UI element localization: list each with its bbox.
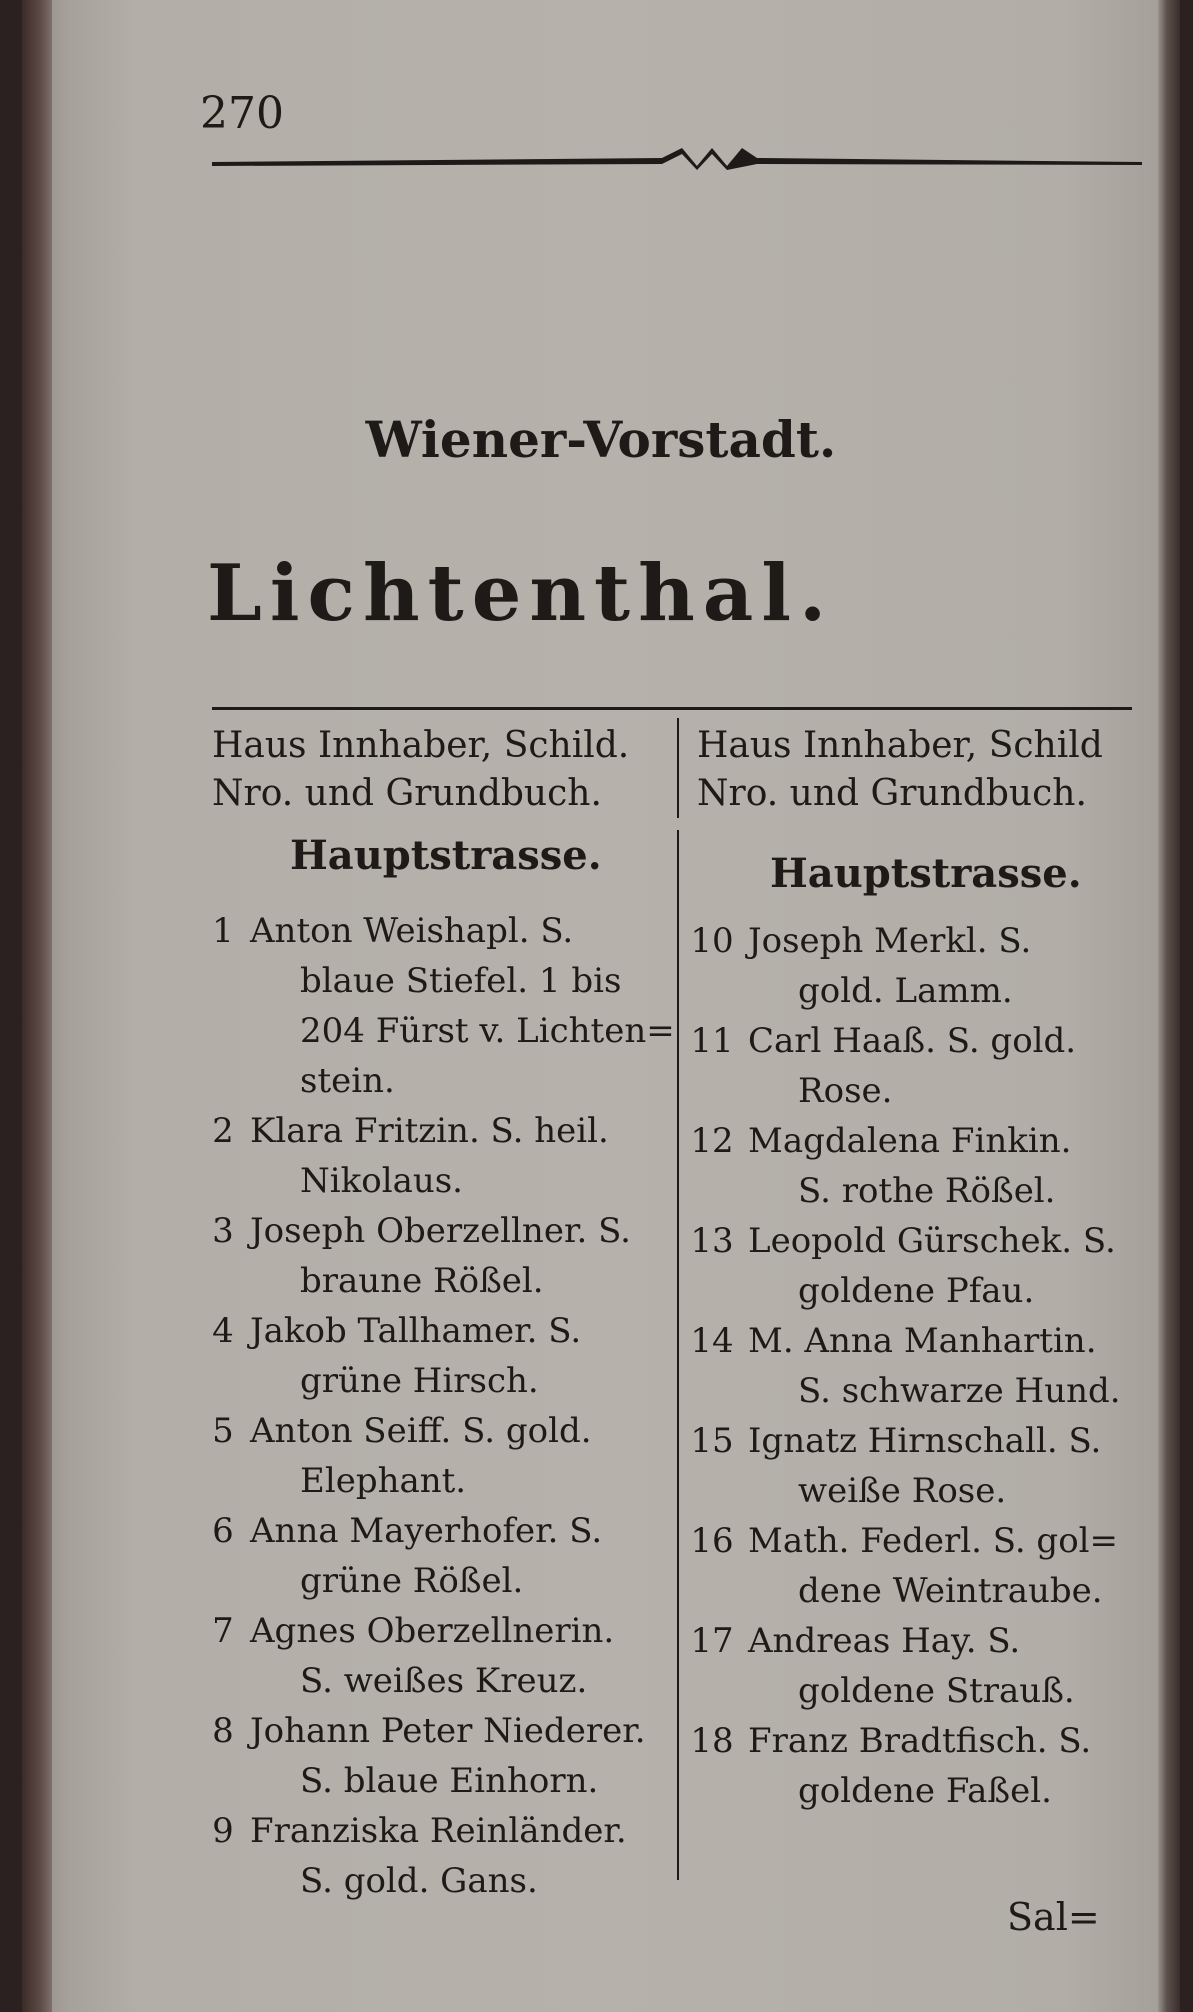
list-item	[684, 1716, 1154, 1816]
entry-text	[748, 1516, 1118, 1616]
house-number: 12	[690, 1121, 734, 1161]
entry-line: S. blaue Einhorn.	[300, 1761, 599, 1801]
entry-text	[748, 1016, 1076, 1116]
entry-line: Franz Bradtfisch. S.	[748, 1721, 1092, 1761]
entry-line: Leopold Gürschek. S.	[748, 1221, 1116, 1261]
entry-line: M. Anna Manhartin.	[748, 1321, 1097, 1361]
column-divider	[677, 830, 679, 1880]
entry-text	[748, 1116, 1071, 1216]
entry-text	[250, 1606, 614, 1706]
entry-line: S. rothe Rößel.	[798, 1171, 1056, 1211]
list-item	[204, 1806, 674, 1906]
entry-text	[250, 1306, 581, 1406]
entry-line: grüne Rößel.	[300, 1561, 524, 1601]
house-number: 10	[690, 921, 734, 961]
entry-line: gold. Lamm.	[798, 971, 1013, 1011]
entry-line: Elephant.	[300, 1461, 467, 1501]
list-item	[204, 1306, 674, 1406]
entry-line: Jakob Tallhamer. S.	[250, 1311, 582, 1351]
entry-line: braune Rößel.	[300, 1261, 544, 1301]
entry-text	[748, 1416, 1101, 1516]
entry-text	[748, 1216, 1116, 1316]
entry-line: weiße Rose.	[798, 1471, 1007, 1511]
list-item	[204, 1506, 674, 1606]
page-edge	[1158, 0, 1180, 2012]
entry-line: Rose.	[798, 1071, 893, 1111]
house-number: 6	[212, 1511, 234, 1551]
house-number: 15	[690, 1421, 734, 1461]
entry-line: Joseph Merkl. S.	[748, 921, 1032, 961]
list-item	[684, 1616, 1154, 1716]
entry-text	[250, 1406, 592, 1506]
header-rule	[212, 707, 1132, 710]
entry-line: Anna Mayerhofer. S.	[250, 1511, 603, 1551]
house-number: 14	[690, 1321, 734, 1361]
column-header-left-line1: Haus Innhaber, Schild.	[212, 725, 630, 766]
entry-line: goldene Faßel.	[798, 1771, 1052, 1811]
page-title: Lichtenthal.	[207, 548, 835, 639]
entry-text	[250, 1506, 602, 1606]
entry-line: Johann Peter Niederer.	[250, 1711, 646, 1751]
house-number: 7	[212, 1611, 234, 1651]
entry-line: S. gold. Gans.	[300, 1861, 538, 1901]
column-header-right-line1: Haus Innhaber, Schild	[697, 725, 1103, 766]
entry-line: goldene Pfau.	[798, 1271, 1035, 1311]
entry-text	[250, 1706, 646, 1806]
list-item	[684, 1116, 1154, 1216]
house-number: 8	[212, 1711, 234, 1751]
entry-line: Anton Seiff. S. gold.	[250, 1411, 592, 1451]
list-item	[204, 1106, 674, 1206]
house-number: 16	[690, 1521, 734, 1561]
page-number: 270	[200, 88, 284, 139]
list-item	[204, 1406, 674, 1506]
column-header-right	[697, 722, 1103, 818]
house-number: 11	[690, 1021, 734, 1061]
entry-line: dene Weintraube.	[798, 1571, 1103, 1611]
list-item	[204, 906, 674, 1106]
list-item	[684, 1216, 1154, 1316]
list-item	[684, 1516, 1154, 1616]
entry-line: S. weißes Kreuz.	[300, 1661, 588, 1701]
house-number: 1	[212, 911, 234, 951]
house-number: 13	[690, 1221, 734, 1261]
entry-line: Agnes Oberzellnerin.	[250, 1611, 615, 1651]
entry-line: Joseph Oberzellner. S.	[250, 1211, 631, 1251]
column-header-left-line2: Nro. und Grundbuch.	[212, 773, 602, 814]
house-number: 3	[212, 1211, 234, 1251]
house-number: 4	[212, 1311, 234, 1351]
entry-line: Carl Haaß. S. gold.	[748, 1021, 1077, 1061]
entry-line: Andreas Hay. S.	[748, 1621, 1021, 1661]
entry-line: Anton Weishapl. S.	[250, 911, 574, 951]
entry-text	[250, 906, 675, 1106]
book-page	[22, 0, 1180, 2012]
entry-line: S. schwarze Hund.	[798, 1371, 1121, 1411]
entry-text	[748, 1716, 1091, 1816]
entry-text	[748, 916, 1031, 1016]
entry-line: 204 Fürst v. Lichten=	[300, 1011, 675, 1051]
house-number: 2	[212, 1111, 234, 1151]
book-spine	[22, 0, 52, 2012]
house-number: 5	[212, 1411, 234, 1451]
street-heading-left: Hauptstrasse.	[290, 832, 602, 879]
entry-line: Ignatz Hirnschall. S.	[748, 1421, 1102, 1461]
entry-text	[748, 1616, 1075, 1716]
entry-line: stein.	[300, 1061, 395, 1101]
entry-line: Math. Federl. S. gol=	[748, 1521, 1119, 1561]
section-heading: Wiener-Vorstadt.	[365, 410, 837, 469]
column-header-left	[212, 722, 629, 818]
entry-line: goldene Strauß.	[798, 1671, 1075, 1711]
entry-text	[250, 1206, 631, 1306]
entry-line: Klara Fritzin. S. heil.	[250, 1111, 609, 1151]
ornament-rule	[212, 140, 1142, 180]
catchword: Sal=	[1007, 1895, 1100, 1939]
list-item	[684, 1316, 1154, 1416]
entry-line: blaue Stiefel. 1 bis	[300, 961, 622, 1001]
entry-line: Magdalena Finkin.	[748, 1121, 1072, 1161]
street-heading-right: Hauptstrasse.	[770, 850, 1082, 897]
list-item	[204, 1606, 674, 1706]
list-item	[684, 1016, 1154, 1116]
list-item	[204, 1706, 674, 1806]
house-number: 9	[212, 1811, 234, 1851]
header-divider	[677, 718, 679, 818]
house-number: 17	[690, 1621, 734, 1661]
entry-text	[748, 1316, 1121, 1416]
entry-line: grüne Hirsch.	[300, 1361, 539, 1401]
entry-text	[250, 1806, 627, 1906]
column-header-right-line2: Nro. und Grundbuch.	[697, 773, 1087, 814]
entry-line: Nikolaus.	[300, 1161, 463, 1201]
entry-text	[250, 1106, 609, 1206]
list-item	[684, 1416, 1154, 1516]
house-number: 18	[690, 1721, 734, 1761]
list-item	[204, 1206, 674, 1306]
entry-line: Franziska Reinländer.	[250, 1811, 627, 1851]
list-item	[684, 916, 1154, 1016]
